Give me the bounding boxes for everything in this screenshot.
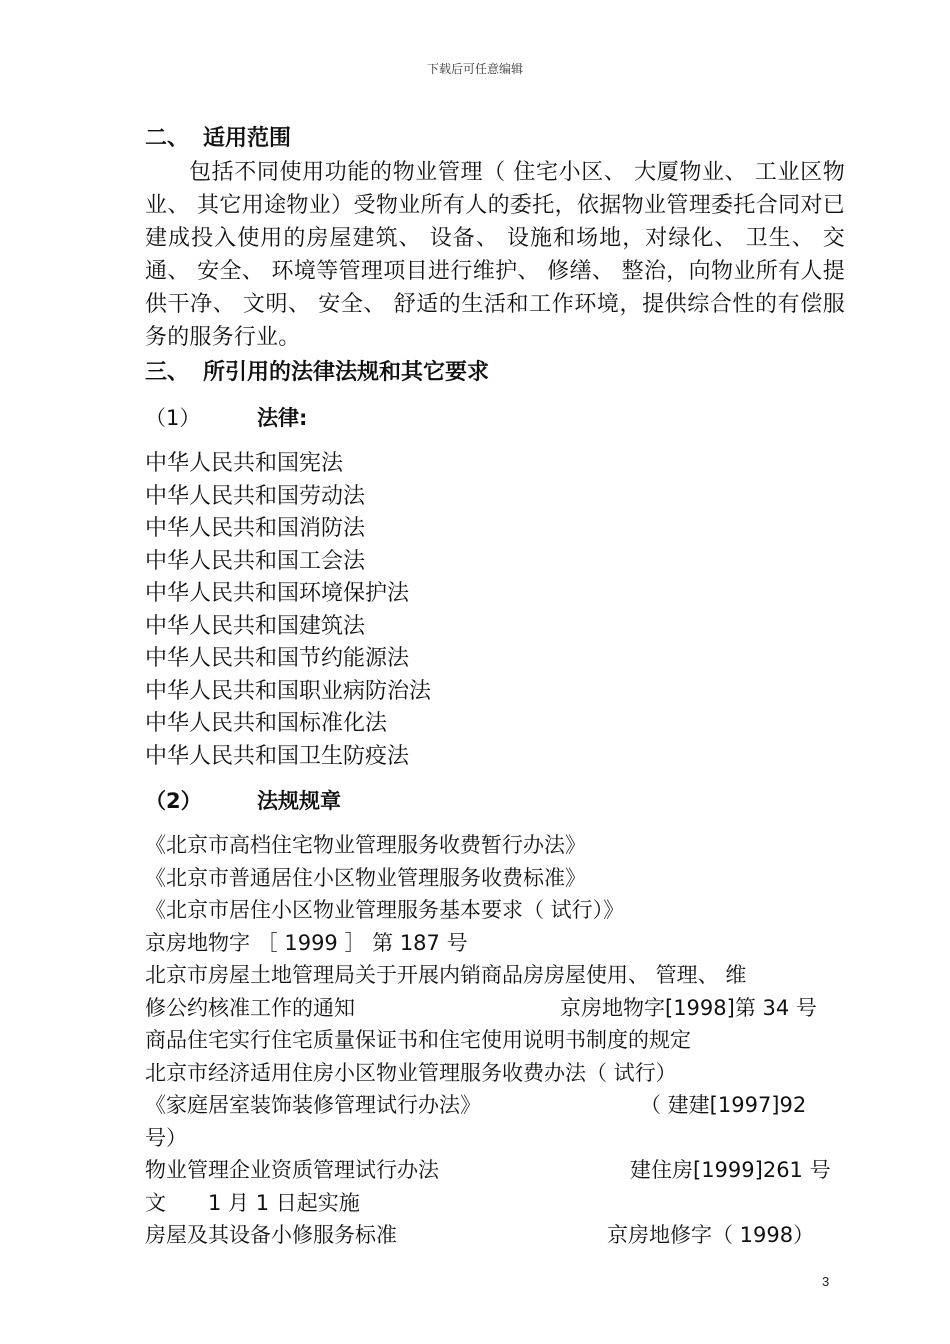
scope-paragraph: 包括不同使用功能的物业管理（ 住宅小区、 大厦物业、 工业区物业、 其它用途物业）受物业所有人的委托，依据物业管理委托合同对已建成投入使用的房屋建筑、 设备、 设施和场地，对绿化、 卫生、 交通、 安全、 环境等管理项目进行维护、 修缮、 整治，向物业所有人提供干净、 文明、 安全、 舒适的生活和工作环境，提供综合性的有偿服务的服务行业。 [145, 160, 845, 350]
regulation-text: 文 1 月 1 日起实施 [145, 1190, 360, 1215]
regulation-text: 《北京市普通居住小区物业管理服务收费标准》 [145, 865, 586, 890]
list-item: 中华人民共和国工会法 [145, 548, 366, 574]
section-number: 二、 [145, 126, 190, 151]
regulation-text: 《北京市高档住宅物业管理服务收费暂行办法》 [145, 833, 586, 857]
section-title: 适用范围 [203, 126, 292, 151]
regulation-doc-number: 建住房[1999]261 号 [630, 1158, 831, 1182]
list-item: 中华人民共和国标准化法 [145, 711, 388, 736]
page-content [145, 122, 845, 1252]
regulations-list [145, 829, 845, 1252]
regulation-text: 北京市经济适用住房小区物业管理服务收费办法（ 试行） [145, 1060, 677, 1085]
list-item: 中华人民共和国卫生防疫法 [145, 743, 410, 769]
section-number: 三、 [145, 360, 190, 385]
regulation-line [145, 1089, 845, 1122]
regulation-doc-number: 京房地修字（ 1998） [607, 1223, 815, 1247]
subheading-number: （1） [145, 406, 201, 430]
regulation-text: 房屋及其设备小修服务标准 [145, 1223, 397, 1247]
list-item: 中华人民共和国劳动法 [145, 483, 366, 509]
header-note: 下载后可任意编辑 [426, 62, 523, 76]
regulation-text: 物业管理企业资质管理试行办法 [145, 1158, 439, 1182]
regulation-text: 北京市房屋土地管理局关于开展内销商品房房屋使用、 管理、 维 [145, 963, 747, 987]
regulation-line [145, 1122, 845, 1155]
regulation-text: 商品住宅实行住宅质量保证书和住宅使用说明书制度的规定 [145, 1028, 691, 1052]
list-item: 中华人民共和国环境保护法 [145, 581, 410, 606]
regulation-line [145, 1187, 845, 1220]
regulation-line [145, 992, 845, 1025]
regulation-text: 《北京市居住小区物业管理服务基本要求（ 试行）》 [145, 898, 625, 922]
section-heading-scope [145, 122, 845, 156]
regulation-line [145, 959, 845, 992]
regulation-line [145, 862, 845, 895]
section-heading-laws-regulations [145, 356, 845, 390]
regulation-line [145, 1057, 845, 1090]
regulation-text: 号） [145, 1125, 187, 1150]
regulation-line [145, 1154, 845, 1187]
section-title: 所引用的法律法规和其它要求 [203, 360, 490, 385]
list-item: 中华人民共和国建筑法 [145, 613, 366, 639]
regulation-doc-number: 京房地物字[1998]第 34 号 [560, 995, 817, 1020]
regulation-line [145, 894, 845, 927]
list-item: 中华人民共和国宪法 [145, 451, 344, 476]
subheading-title: 法律: [257, 406, 308, 430]
regulation-text: 京房地物字 ［ 1999 ］ 第 187 号 [145, 930, 468, 955]
laws-list [145, 448, 845, 773]
list-item: 中华人民共和国消防法 [145, 516, 366, 541]
regulations-subheading [145, 785, 845, 817]
regulation-line [145, 1219, 845, 1252]
regulation-line [145, 1024, 845, 1057]
regulation-text: 修公约核准工作的通知 [145, 995, 355, 1020]
subheading-number: （2） [145, 789, 202, 813]
regulation-doc-number: （ 建建[1997]92 [640, 1093, 807, 1117]
subheading-title: 法规规章 [257, 789, 341, 813]
list-item: 中华人民共和国节约能源法 [145, 646, 410, 671]
regulation-text: 《家庭居室装饰装修管理试行办法》 [145, 1093, 481, 1117]
list-item: 中华人民共和国职业病防治法 [145, 678, 432, 704]
regulation-line [145, 829, 845, 862]
laws-subheading [145, 402, 845, 434]
page-number: 3 [822, 1274, 830, 1289]
regulation-line [145, 927, 845, 960]
